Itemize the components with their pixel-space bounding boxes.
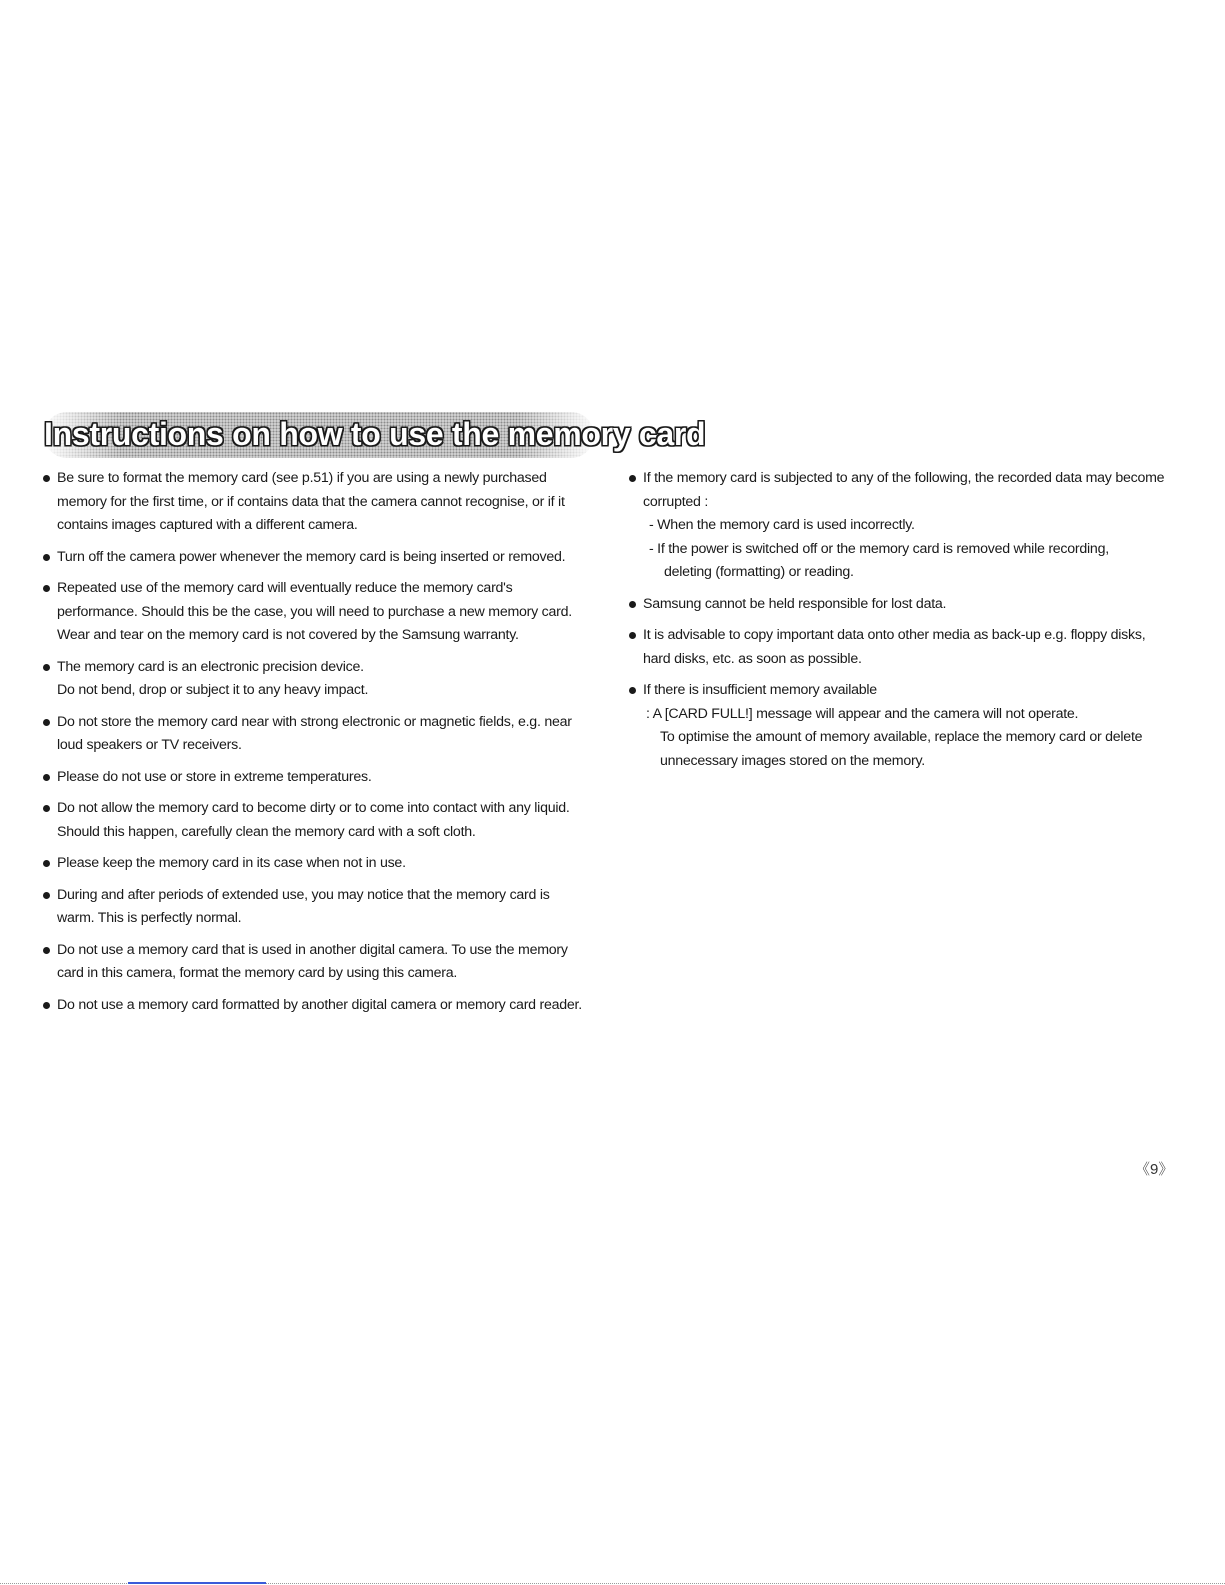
list-item — [42, 711, 582, 758]
item-text: Be sure to format the memory card (see p.51) if you are using a newly purchased memory for the first time, or if contains data that the camera cannot recognise, or if it contains images captured with a different camera. — [57, 470, 565, 533]
bullet-icon — [43, 892, 50, 899]
bullet-icon — [629, 687, 636, 694]
list-item — [628, 467, 1168, 585]
item-text: Turn off the camera power whenever the memory card is being inserted or removed. — [57, 548, 566, 565]
bullet-icon — [43, 664, 50, 671]
page-number: 《9》 — [1135, 1161, 1174, 1178]
item-subtext: deleting (formatting) or reading. — [664, 564, 854, 580]
item-subtext: To optimise the amount of memory available, replace the memory card or delete unnecessary images stored on the memory. — [660, 729, 1143, 769]
list-item — [42, 656, 582, 703]
list-item — [42, 766, 582, 790]
bullet-icon — [43, 860, 50, 867]
item-text: It is advisable to copy important data onto other media as back-up e.g. floppy disks, hard disks, etc. as soon as possible. — [643, 627, 1146, 667]
item-subtext: - When the memory card is used incorrectly. — [649, 517, 915, 533]
list-item — [42, 994, 582, 1018]
list-item — [42, 852, 582, 876]
left-column — [42, 467, 582, 1025]
item-text: The memory card is an electronic precision device. — [57, 658, 364, 675]
bullet-icon — [43, 805, 50, 812]
item-text: Repeated use of the memory card will eventually reduce the memory card's performance. Should this be the case, you will need to purchase a new memory card. Wear and tear on the memory card is not covered by the Samsung warranty. — [57, 580, 572, 643]
section-title: Instructions on how to use the memory card — [44, 416, 706, 452]
item-text: If the memory card is subjected to any of the following, the recorded data may become corrupted : — [643, 470, 1165, 510]
item-text: Please keep the memory card in its case when not in use. — [57, 855, 406, 871]
item-subtext: - If the power is switched off or the memory card is removed while recording, — [649, 540, 1109, 557]
item-subtext: : A [CARD FULL!] message will appear and the camera will not operate. — [646, 705, 1079, 722]
bullet-icon — [43, 475, 50, 482]
bullet-icon — [629, 475, 636, 482]
list-item — [42, 577, 582, 648]
item-text: During and after periods of extended use, you may notice that the memory card is warm. This is perfectly normal. — [57, 886, 550, 926]
section-title-banner — [44, 412, 706, 458]
list-item — [42, 467, 582, 538]
bullet-icon — [43, 1002, 50, 1009]
bullet-icon — [43, 719, 50, 726]
item-text: Do not allow the memory card to become dirty or to come into contact with any liquid. Should this happen, carefully clean the memory card with a soft cloth. — [57, 800, 570, 840]
bullet-icon — [629, 632, 636, 639]
bullet-icon — [43, 947, 50, 954]
bullet-icon — [43, 774, 50, 781]
list-item — [628, 679, 1168, 773]
bullet-icon — [43, 585, 50, 592]
item-text: If there is insufficient memory available — [643, 682, 877, 698]
list-item — [42, 797, 582, 844]
bullet-icon — [43, 554, 50, 561]
item-text: Do not store the memory card near with strong electronic or magnetic fields, e.g. near loud speakers or TV receivers. — [57, 713, 572, 753]
list-item — [628, 593, 1168, 617]
bottom-link-underline — [128, 1582, 266, 1584]
item-text: Do not use a memory card formatted by another digital camera or memory card reader. — [57, 996, 582, 1013]
item-text: Please do not use or store in extreme temperatures. — [57, 768, 372, 785]
right-column — [628, 467, 1168, 781]
list-item — [42, 884, 582, 931]
list-item — [42, 939, 582, 986]
item-text: Do not use a memory card that is used in another digital camera. To use the memory card in this camera, format the memory card by using this camera. — [57, 941, 568, 981]
item-subtext: Do not bend, drop or subject it to any heavy impact. — [57, 682, 369, 698]
bullet-icon — [629, 601, 636, 608]
list-item — [628, 624, 1168, 671]
list-item — [42, 546, 582, 570]
item-text: Samsung cannot be held responsible for lost data. — [643, 595, 947, 612]
